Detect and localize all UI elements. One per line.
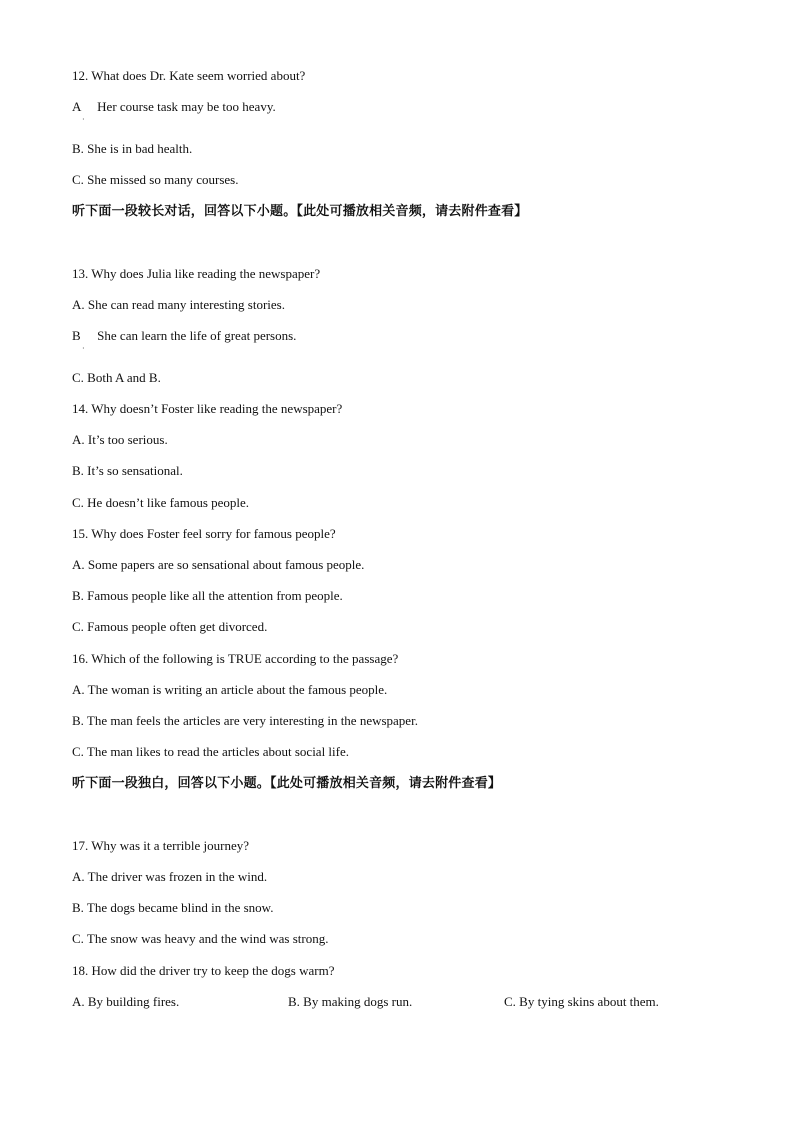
q12-option-b: B. She is in bad health. [72, 141, 193, 156]
q13-option-b-label: B [72, 328, 81, 343]
q14-option-b: B. It’s so sensational. [72, 463, 183, 478]
q18-option-a: A. By building fires. [72, 994, 180, 1009]
q13-option-b [72, 328, 296, 344]
q12-option-c: C. She missed so many courses. [72, 172, 239, 187]
q15-option-b: B. Famous people like all the attention from people. [72, 588, 343, 603]
q17-option-a: A. The driver was frozen in the wind. [72, 869, 268, 884]
q12-option-a [72, 99, 276, 115]
q18-option-c: C. By tying skins about them. [504, 994, 659, 1009]
q14-option-c: C. He doesn’t like famous people. [72, 495, 250, 510]
q13-option-c: C. Both A and B. [72, 370, 161, 385]
q15-option-c: C. Famous people often get divorced. [72, 619, 268, 634]
question-18: 18. How did the driver try to keep the dogs warm? [72, 963, 335, 978]
stray-dot-mark: · [82, 115, 85, 124]
q16-option-a: A. The woman is writing an article about the famous people. [72, 682, 388, 697]
q13-option-a: A. She can read many interesting stories. [72, 297, 285, 312]
q17-option-c: C. The snow was heavy and the wind was strong. [72, 931, 329, 946]
q17-option-b: B. The dogs became blind in the snow. [72, 900, 274, 915]
q16-option-c: C. The man likes to read the articles about social life. [72, 744, 350, 759]
question-12: 12. What does Dr. Kate seem worried about? [72, 68, 306, 83]
q15-option-a: A. Some papers are so sensational about famous people. [72, 557, 365, 572]
q14-option-a: A. It’s too serious. [72, 432, 168, 447]
question-14: 14. Why doesn’t Foster like reading the newspaper? [72, 401, 343, 416]
section-heading-conversation: 听下面一段较长对话，回答以下小题。【此处可播放相关音频，请去附件查看】 [72, 204, 528, 219]
q12-option-a-text: Her course task may be too heavy. [97, 99, 276, 114]
stray-dot-mark: · [82, 344, 85, 353]
q18-option-b: B. By making dogs run. [288, 994, 413, 1009]
question-13: 13. Why does Julia like reading the newspaper? [72, 266, 321, 281]
q16-option-b: B. The man feels the articles are very interesting in the newspaper. [72, 713, 418, 728]
section-heading-monologue: 听下面一段独白，回答以下小题。【此处可播放相关音频，请去附件查看】 [72, 776, 502, 791]
question-16: 16. Which of the following is TRUE according to the passage? [72, 651, 399, 666]
question-17: 17. Why was it a terrible journey? [72, 838, 250, 853]
q13-option-b-text: She can learn the life of great persons. [97, 328, 297, 343]
q12-option-a-label: A [72, 99, 81, 114]
question-15: 15. Why does Foster feel sorry for famous people? [72, 526, 336, 541]
